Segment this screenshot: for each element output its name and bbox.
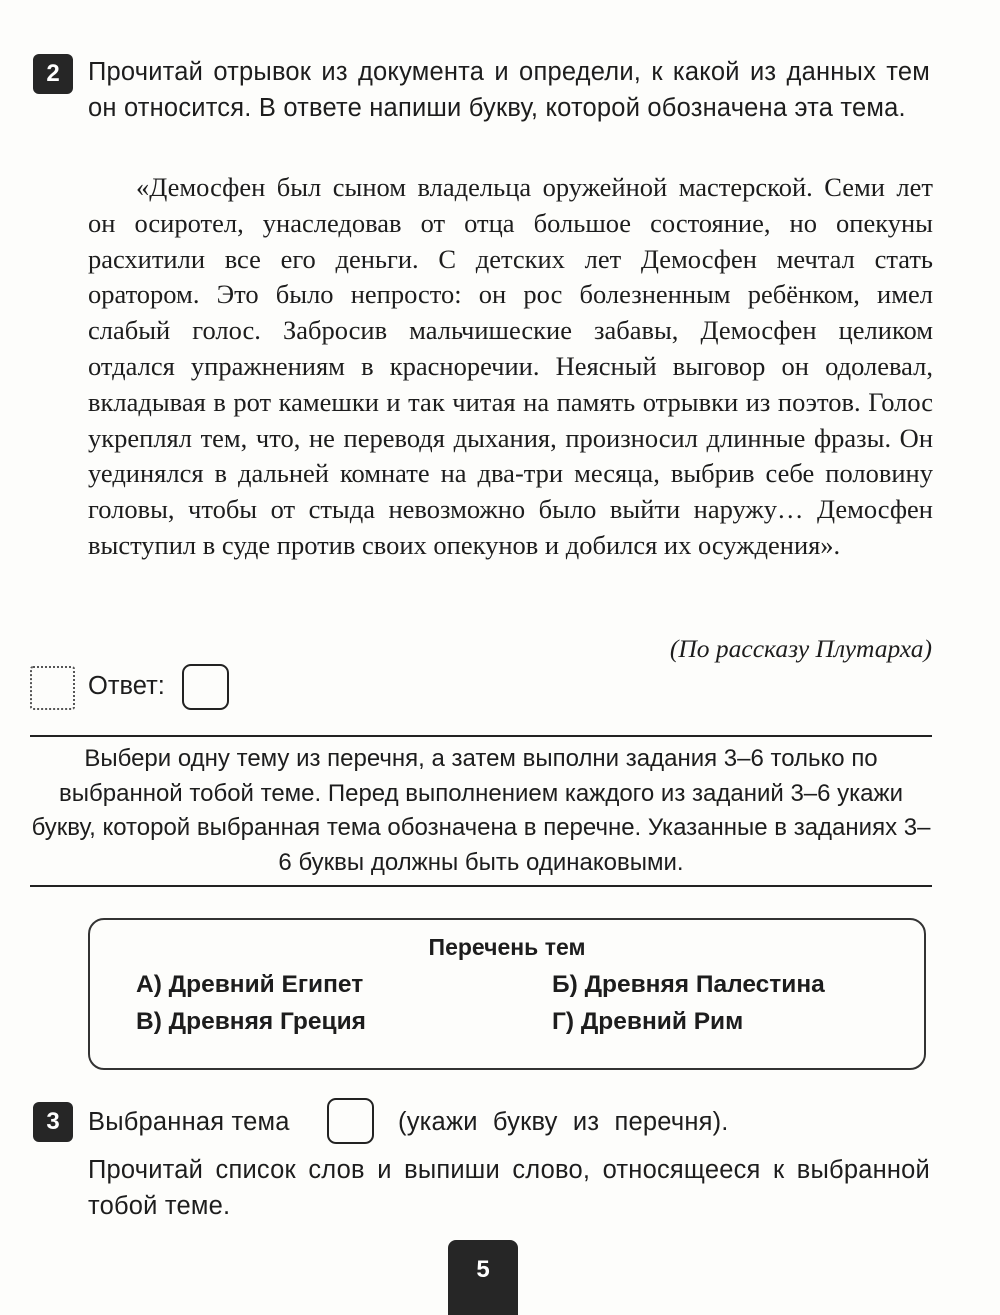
chosen-topic-hint: (укажи букву из перечня). <box>398 1108 729 1136</box>
task-2-number-badge: 2 <box>33 54 73 94</box>
topic-selection-instructions: Выбери одну тему из перечня, а затем выполни задания 3–6 только по выбранной тобой теме. Перед выполнением каждого из заданий 3–6 укажи букву, которой выбранная тема обозначена в перечне. Указанные в заданиях 3–6 буквы должны быть одинаковыми. <box>31 745 931 876</box>
topic-option-b: Б) Древняя Палестина <box>552 971 825 998</box>
chosen-topic-input-box[interactable] <box>327 1098 374 1144</box>
topics-list-title: Перечень тем <box>428 934 586 960</box>
topics-list-box <box>88 918 926 1070</box>
divider-bottom <box>30 885 932 887</box>
task-3-prompt: Прочитай список слов и выпиши слово, относящееся к выбранной тобой теме. <box>88 1156 930 1220</box>
answer-label: Ответ: <box>88 672 165 700</box>
document-excerpt: «Демосфен был сыном владельца оружейной мастерской. Семи лет он осиротел, унаследовав от отца большое состояние, но опекуны расхитили все его деньги. С детских лет Демосфен мечтал стать оратором. Это было непросто: он рос болезненным ребёнком, имел слабый голос. Забросив мальчишеские забавы, Демосфен целиком отдался упражнениям в красноречии. Неясный выговор он одолевал, вкладывая в рот камешки и так читая на память отрывки из поэтов. Голос укреплял тем, что, не переводя дыхания, произносил длинные фразы. Он уединялся в дальней комнате на два-три месяца, выбрив себе половину головы, чтобы от стыда невозможно было выйти наружу… Демосфен выступил в суде против своих опекунов и добился их осуждения». <box>88 172 933 560</box>
page-number: 5 <box>448 1240 518 1315</box>
topic-option-v: В) Древняя Греция <box>136 1008 366 1035</box>
answer-input-box[interactable] <box>182 664 229 710</box>
task-2-prompt: Прочитай отрывок из документа и определи, к какой из данных тем он относится. В ответе напиши букву, которой обозначена эта тема. <box>88 58 930 122</box>
chosen-topic-label: Выбранная тема <box>88 1108 290 1136</box>
topic-option-a: А) Древний Египет <box>136 971 364 998</box>
topic-option-g: Г) Древний Рим <box>552 1008 744 1035</box>
self-check-box <box>30 666 75 710</box>
task-3-number-badge: 3 <box>33 1102 73 1142</box>
excerpt-source: (По рассказу Плутарха) <box>669 634 932 663</box>
divider-top <box>30 735 932 737</box>
